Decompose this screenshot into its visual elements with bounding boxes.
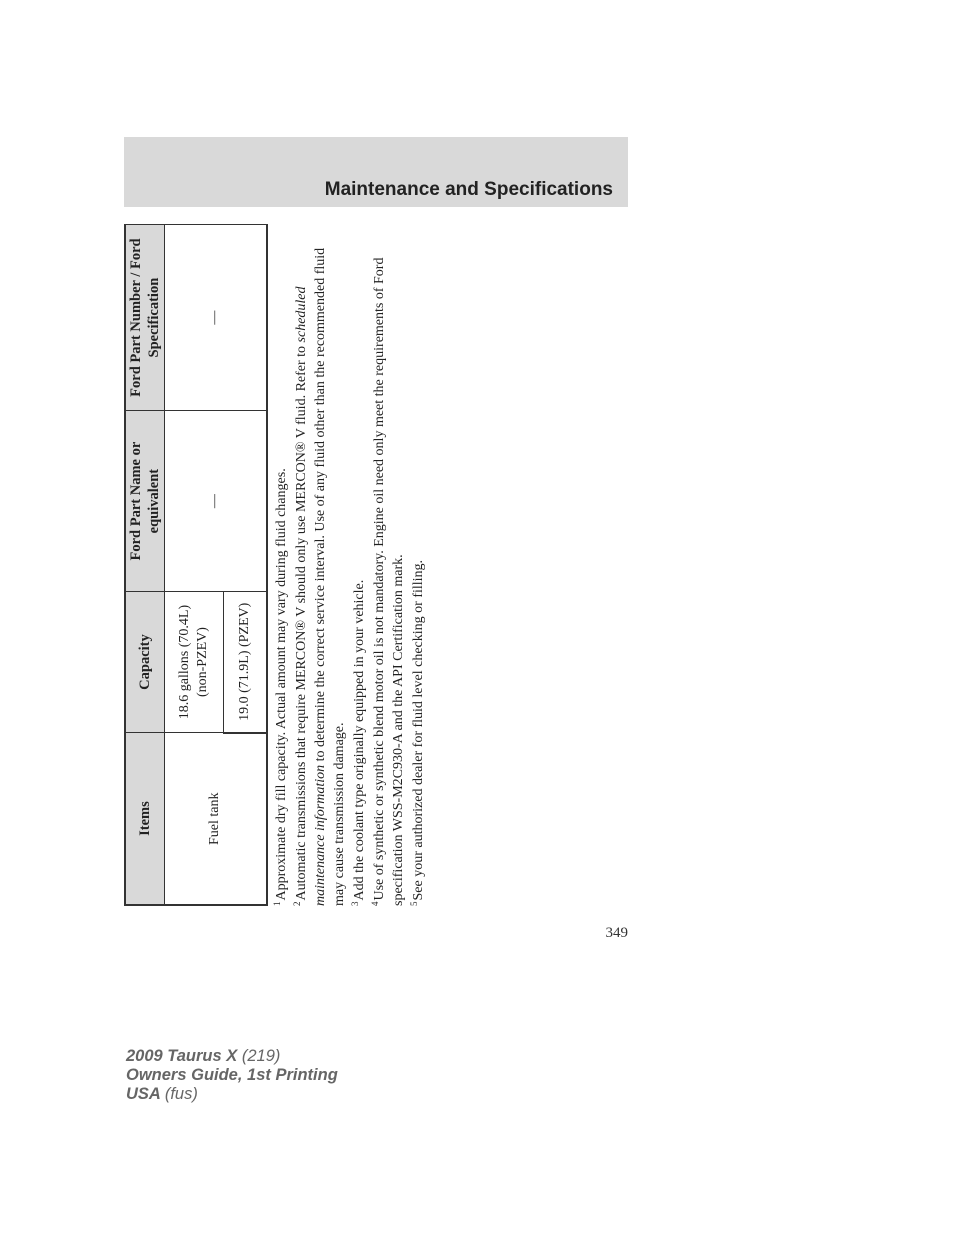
- table-header-row: [125, 225, 165, 906]
- footer-line-market: USA (fus): [126, 1085, 198, 1103]
- column-header-part-number: Ford Part Number / Ford Specification: [125, 225, 165, 411]
- table-row: [165, 225, 224, 906]
- rotated-spec-content: [124, 224, 424, 906]
- footnote: $^1$Approximate dry fill capacity. Actual amount may vary during fluid changes.: [272, 468, 289, 906]
- footnote: $^2$Automatic transmissions that require MERCON® V should only use MERCON® V fluid. Refer to scheduled maintenance information to determine the correct service interval. Use of any fluid other than the recommended fluid may cause transmission damage.: [292, 247, 347, 906]
- footnote: $^3$Add the coolant type originally equipped in your vehicle.: [350, 579, 367, 906]
- capacities-table: [124, 224, 268, 906]
- footnotes: [272, 224, 428, 906]
- cell-part-number: —: [165, 225, 268, 411]
- document-footer: [126, 1047, 338, 1104]
- cell-part-name: —: [165, 411, 268, 592]
- page-number: 349: [605, 925, 628, 941]
- footnote: $^5$See your authorized dealer for fluid level checking or filling.: [409, 559, 426, 906]
- column-header-capacity: Capacity: [125, 592, 165, 733]
- footnote: $^4$Use of synthetic or synthetic blend motor oil is not mandatory. Engine oil need only meet the requirements of Ford specification WSS-M2C930-A and the API Certification mark.: [370, 257, 406, 906]
- section-title: Maintenance and Specifications: [324, 179, 613, 200]
- cell-capacity-pzev: 19.0 (71.9L) (PZEV): [224, 592, 268, 733]
- cell-capacity-non-pzev: 18.6 gallons (70.4L) (non-PZEV): [165, 592, 224, 733]
- column-header-items: Items: [125, 733, 165, 905]
- column-header-part-name: Ford Part Name or equivalent: [125, 411, 165, 592]
- footer-line-model: 2009 Taurus X (219): [126, 1047, 281, 1065]
- cell-item: Fuel tank: [165, 733, 268, 905]
- footer-line-edition: Owners Guide, 1st Printing: [126, 1066, 338, 1084]
- section-header-band: [124, 137, 628, 207]
